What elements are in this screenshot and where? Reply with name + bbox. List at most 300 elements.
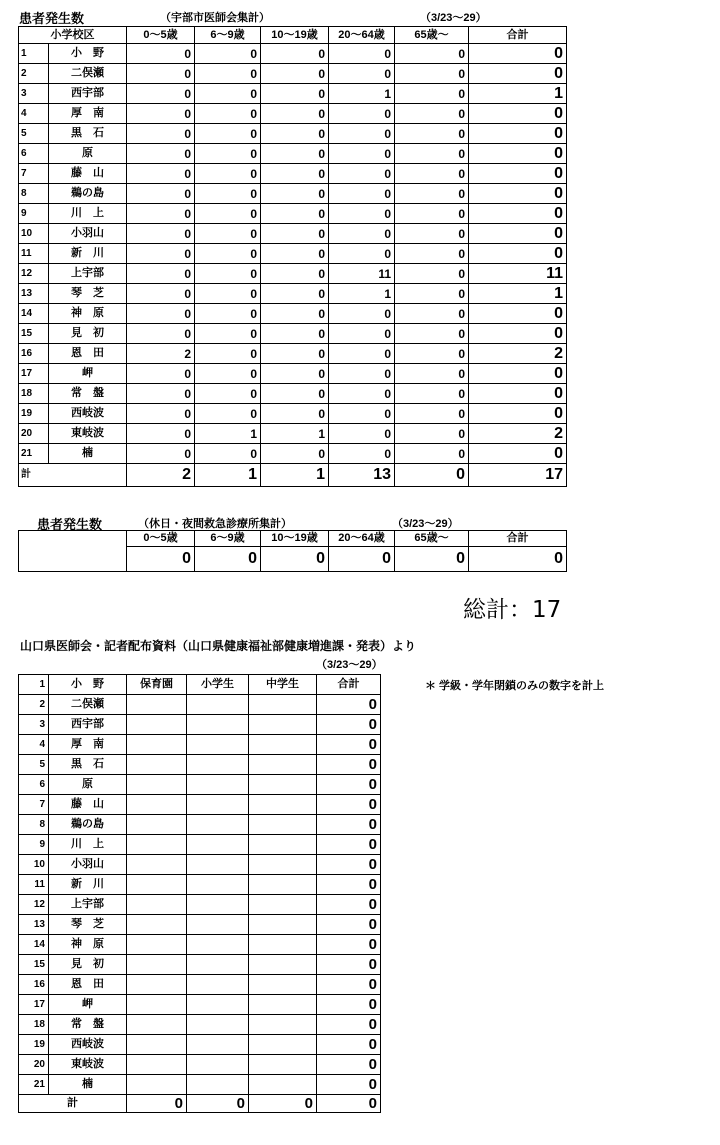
district-name: 西岐波 — [49, 1035, 127, 1055]
district-name: 厚 南 — [49, 104, 127, 124]
total-cell: 0 — [187, 1095, 249, 1113]
total-cell: 0 — [317, 955, 381, 975]
value-cell: 0 — [261, 264, 329, 284]
total-cell: 0 — [317, 875, 381, 895]
district-name: 常 盤 — [49, 384, 127, 404]
district-name: 黒 石 — [49, 755, 127, 775]
district-name: 二俣瀬 — [49, 695, 127, 715]
total-cell: 0 — [317, 1015, 381, 1035]
value-cell: 0 — [261, 404, 329, 424]
row-number: 5 — [19, 124, 49, 144]
value-cell: 0 — [261, 344, 329, 364]
district-name: 恩 田 — [49, 344, 127, 364]
value-cell: 0 — [261, 144, 329, 164]
value-cell — [127, 915, 187, 935]
grand-total: 総計：17 — [463, 597, 562, 623]
column-header: 6～9歳 — [195, 27, 261, 44]
value-cell: 0 — [195, 144, 261, 164]
value-cell: 0 — [329, 124, 395, 144]
district-name: 川 上 — [49, 204, 127, 224]
column-header: 65歳～ — [395, 27, 469, 44]
row-number: 1 — [19, 675, 49, 695]
value-cell: 0 — [261, 64, 329, 84]
column-header: 20～64歳 — [329, 531, 395, 547]
value-cell: 1 — [469, 284, 567, 304]
total-cell: 0 — [317, 715, 381, 735]
value-cell: 0 — [395, 364, 469, 384]
value-cell — [187, 855, 249, 875]
table-row — [19, 775, 381, 795]
district-name: 上宇部 — [49, 264, 127, 284]
value-cell: 0 — [329, 547, 395, 572]
row-number: 4 — [19, 735, 49, 755]
value-cell — [127, 695, 187, 715]
value-cell — [127, 935, 187, 955]
value-cell — [249, 735, 317, 755]
district-name: 琴 芝 — [49, 284, 127, 304]
table-row — [19, 975, 381, 995]
value-cell: 0 — [127, 224, 195, 244]
table-row — [19, 1015, 381, 1035]
value-cell: 0 — [127, 547, 195, 572]
section1-period: （3/23～29） — [420, 12, 487, 24]
value-cell — [187, 1055, 249, 1075]
value-cell — [249, 1055, 317, 1075]
table-row — [19, 324, 567, 344]
value-cell: 0 — [329, 204, 395, 224]
value-cell: 0 — [469, 444, 567, 464]
value-cell — [187, 835, 249, 855]
value-cell: 0 — [395, 424, 469, 444]
column-header: 65歳～ — [395, 531, 469, 547]
table-row — [19, 675, 381, 695]
value-cell: 0 — [195, 264, 261, 284]
value-cell: 0 — [469, 144, 567, 164]
row-number: 7 — [19, 164, 49, 184]
value-cell: 0 — [395, 184, 469, 204]
value-cell: 0 — [127, 444, 195, 464]
district-name: 川 上 — [49, 835, 127, 855]
district-name: 楠 — [49, 444, 127, 464]
district-name: 上宇部 — [49, 895, 127, 915]
table-row — [19, 855, 381, 875]
value-cell: 0 — [127, 204, 195, 224]
district-name: 見 初 — [49, 324, 127, 344]
total-cell: 2 — [127, 464, 195, 487]
value-cell: 0 — [261, 44, 329, 64]
column-header: 10～19歳 — [261, 27, 329, 44]
value-cell — [187, 735, 249, 755]
value-cell: 0 — [261, 164, 329, 184]
value-cell: 0 — [395, 84, 469, 104]
value-cell — [127, 715, 187, 735]
total-label: 計 — [19, 1095, 127, 1113]
value-cell — [127, 1075, 187, 1095]
value-cell: 0 — [195, 224, 261, 244]
column-header: 小学生 — [187, 675, 249, 695]
total-cell: 0 — [317, 735, 381, 755]
column-header: 小学校区 — [19, 27, 127, 44]
value-cell — [249, 995, 317, 1015]
value-cell — [127, 775, 187, 795]
value-cell: 0 — [261, 444, 329, 464]
value-cell — [249, 715, 317, 735]
value-cell — [249, 1075, 317, 1095]
table-row — [19, 384, 567, 404]
total-cell: 0 — [249, 1095, 317, 1113]
total-cell: 0 — [317, 755, 381, 775]
district-name: 西宇部 — [49, 84, 127, 104]
column-header: 6～9歳 — [195, 531, 261, 547]
value-cell — [187, 1075, 249, 1095]
value-cell: 0 — [469, 404, 567, 424]
district-name: 恩 田 — [49, 975, 127, 995]
value-cell: 0 — [329, 444, 395, 464]
row-number: 17 — [19, 995, 49, 1015]
value-cell: 0 — [195, 344, 261, 364]
row-number: 21 — [19, 444, 49, 464]
table-row — [19, 204, 567, 224]
row-number: 2 — [19, 695, 49, 715]
district-name: 岬 — [49, 364, 127, 384]
district-name: 原 — [49, 775, 127, 795]
value-cell: 0 — [395, 124, 469, 144]
row-number: 13 — [19, 915, 49, 935]
district-name: 小 野 — [49, 44, 127, 64]
value-cell — [187, 795, 249, 815]
value-cell — [127, 1035, 187, 1055]
row-number: 8 — [19, 815, 49, 835]
table-row — [19, 735, 381, 755]
total-cell: 0 — [317, 795, 381, 815]
value-cell: 0 — [195, 547, 261, 572]
value-cell: 0 — [395, 144, 469, 164]
value-cell — [249, 1015, 317, 1035]
value-cell — [187, 875, 249, 895]
row-number: 6 — [19, 775, 49, 795]
value-cell: 0 — [261, 547, 329, 572]
value-cell: 0 — [395, 204, 469, 224]
value-cell — [127, 835, 187, 855]
total-cell: 0 — [317, 1035, 381, 1055]
value-cell: 0 — [127, 104, 195, 124]
total-cell: 0 — [317, 815, 381, 835]
table-row — [19, 444, 567, 464]
table-row — [19, 184, 567, 204]
value-cell: 0 — [195, 124, 261, 144]
table-row — [19, 244, 567, 264]
school-closure-table — [18, 674, 381, 1113]
value-cell: 0 — [469, 124, 567, 144]
value-cell: 0 — [195, 44, 261, 64]
column-header: 保育園 — [127, 675, 187, 695]
value-cell: 0 — [395, 384, 469, 404]
total-cell: 0 — [317, 855, 381, 875]
table-row — [19, 304, 567, 324]
total-cell: 0 — [317, 1095, 381, 1113]
district-name: 琴 芝 — [49, 915, 127, 935]
value-cell: 0 — [469, 324, 567, 344]
value-cell: 0 — [261, 244, 329, 264]
value-cell — [127, 875, 187, 895]
row-number: 11 — [19, 244, 49, 264]
value-cell: 0 — [195, 444, 261, 464]
total-cell: 0 — [317, 1055, 381, 1075]
value-cell: 0 — [261, 284, 329, 304]
value-cell: 0 — [329, 104, 395, 124]
table-row — [19, 344, 567, 364]
value-cell — [127, 955, 187, 975]
value-cell: 0 — [395, 547, 469, 572]
value-cell: 0 — [329, 164, 395, 184]
value-cell: 0 — [469, 224, 567, 244]
value-cell: 0 — [329, 224, 395, 244]
value-cell — [187, 955, 249, 975]
value-cell: 0 — [261, 104, 329, 124]
value-cell — [187, 1015, 249, 1035]
table-row — [19, 915, 381, 935]
total-cell: 1 — [261, 464, 329, 487]
value-cell: 0 — [261, 224, 329, 244]
value-cell: 0 — [195, 304, 261, 324]
table-row — [19, 835, 381, 855]
table-row — [19, 64, 567, 84]
value-cell: 0 — [469, 184, 567, 204]
value-cell: 1 — [469, 84, 567, 104]
value-cell: 0 — [195, 204, 261, 224]
value-cell — [249, 815, 317, 835]
row-number: 20 — [19, 424, 49, 444]
value-cell: 1 — [329, 84, 395, 104]
value-cell — [187, 815, 249, 835]
table-row — [19, 935, 381, 955]
district-name: 東岐波 — [49, 1055, 127, 1075]
district-name: 常 盤 — [49, 1015, 127, 1035]
value-cell — [127, 735, 187, 755]
value-cell — [249, 695, 317, 715]
value-cell: 0 — [395, 304, 469, 324]
row-number: 12 — [19, 264, 49, 284]
value-cell: 0 — [127, 264, 195, 284]
row-number: 4 — [19, 104, 49, 124]
value-cell: 0 — [261, 364, 329, 384]
value-cell — [249, 875, 317, 895]
value-cell: 0 — [329, 344, 395, 364]
value-cell: 0 — [395, 104, 469, 124]
value-cell — [127, 755, 187, 775]
value-cell: 0 — [329, 424, 395, 444]
value-cell: 0 — [261, 204, 329, 224]
value-cell: 0 — [127, 424, 195, 444]
district-name: 神 原 — [49, 935, 127, 955]
value-cell: 11 — [469, 264, 567, 284]
total-cell: 13 — [329, 464, 395, 487]
value-cell: 0 — [395, 64, 469, 84]
total-cell: 0 — [317, 995, 381, 1015]
value-cell — [187, 935, 249, 955]
district-name: 藤 山 — [49, 164, 127, 184]
value-cell: 0 — [127, 184, 195, 204]
section2-period: （3/23～29） — [392, 518, 459, 530]
value-cell: 0 — [195, 164, 261, 184]
row-number: 15 — [19, 955, 49, 975]
column-header: 合計 — [317, 675, 381, 695]
value-cell — [127, 855, 187, 875]
table-header-row — [19, 531, 567, 547]
value-cell: 0 — [195, 284, 261, 304]
column-header: 0～5歳 — [127, 531, 195, 547]
column-header: 0～5歳 — [127, 27, 195, 44]
value-cell: 0 — [127, 144, 195, 164]
value-cell: 0 — [127, 324, 195, 344]
table-row — [19, 795, 381, 815]
row-number: 16 — [19, 344, 49, 364]
value-cell — [187, 915, 249, 935]
value-cell — [187, 1035, 249, 1055]
total-cell: 0 — [395, 464, 469, 487]
value-cell: 0 — [395, 244, 469, 264]
district-name: 東岐波 — [49, 424, 127, 444]
value-cell: 0 — [261, 184, 329, 204]
table-row — [19, 104, 567, 124]
value-cell: 0 — [329, 244, 395, 264]
district-name: 藤 山 — [49, 795, 127, 815]
value-cell: 0 — [127, 244, 195, 264]
total-cell: 0 — [317, 1075, 381, 1095]
column-header: 中学生 — [249, 675, 317, 695]
row-number: 18 — [19, 384, 49, 404]
row-number: 6 — [19, 144, 49, 164]
total-cell: 0 — [317, 775, 381, 795]
row-number: 16 — [19, 975, 49, 995]
row-number: 10 — [19, 855, 49, 875]
row-number: 21 — [19, 1075, 49, 1095]
value-cell: 0 — [261, 84, 329, 104]
total-cell: 17 — [469, 464, 567, 487]
section3-title: 山口県医師会・記者配布資料（山口県健康福祉部健康増進課・発表）より — [20, 639, 417, 653]
row-number: 18 — [19, 1015, 49, 1035]
value-cell: 0 — [195, 64, 261, 84]
row-number: 19 — [19, 404, 49, 424]
value-cell: 0 — [261, 124, 329, 144]
section2-source: （休日・夜間救急診療所集計） — [138, 518, 292, 530]
value-cell: 0 — [195, 404, 261, 424]
total-label: 計 — [19, 464, 127, 487]
section3-note: ＊ 学級・学年閉鎖のみの数字を計上 — [425, 680, 605, 692]
value-cell: 0 — [469, 104, 567, 124]
total-cell: 0 — [317, 935, 381, 955]
district-name: 厚 南 — [49, 735, 127, 755]
value-cell: 0 — [329, 404, 395, 424]
school-district-table — [18, 26, 567, 487]
table-row — [19, 1055, 381, 1075]
value-cell: 0 — [329, 184, 395, 204]
table-row — [19, 144, 567, 164]
value-cell: 0 — [395, 344, 469, 364]
value-cell: 0 — [395, 164, 469, 184]
value-cell: 0 — [329, 384, 395, 404]
district-name: 鵜の島 — [49, 815, 127, 835]
row-number: 2 — [19, 64, 49, 84]
value-cell: 0 — [261, 384, 329, 404]
value-cell — [249, 955, 317, 975]
row-number: 9 — [19, 204, 49, 224]
total-cell: 0 — [317, 915, 381, 935]
value-cell — [249, 795, 317, 815]
district-name: 鵜の島 — [49, 184, 127, 204]
row-number: 3 — [19, 84, 49, 104]
value-cell — [127, 995, 187, 1015]
table-row — [19, 224, 567, 244]
row-number: 15 — [19, 324, 49, 344]
table-row — [19, 124, 567, 144]
district-name: 小 野 — [49, 675, 127, 695]
value-cell: 0 — [469, 384, 567, 404]
table-row — [19, 695, 381, 715]
value-cell: 2 — [469, 344, 567, 364]
total-row — [19, 1095, 381, 1113]
table-row — [19, 424, 567, 444]
total-cell: 0 — [317, 835, 381, 855]
value-cell: 0 — [195, 364, 261, 384]
value-cell — [249, 775, 317, 795]
value-cell: 0 — [329, 64, 395, 84]
clinic-table — [18, 530, 567, 572]
value-cell: 1 — [261, 424, 329, 444]
blank-cell — [19, 531, 127, 572]
district-name: 西宇部 — [49, 715, 127, 735]
row-number: 7 — [19, 795, 49, 815]
column-header: 20～64歳 — [329, 27, 395, 44]
section2-title: 患者発生数 — [37, 517, 103, 532]
value-cell — [249, 935, 317, 955]
row-number: 10 — [19, 224, 49, 244]
value-cell: 0 — [127, 304, 195, 324]
table-row — [19, 164, 567, 184]
value-cell: 1 — [195, 424, 261, 444]
row-number: 19 — [19, 1035, 49, 1055]
district-name: 西岐波 — [49, 404, 127, 424]
value-cell: 0 — [469, 204, 567, 224]
value-cell: 0 — [469, 44, 567, 64]
value-cell: 0 — [395, 284, 469, 304]
row-number: 1 — [19, 44, 49, 64]
row-number: 8 — [19, 184, 49, 204]
value-cell: 0 — [395, 264, 469, 284]
value-cell: 0 — [195, 84, 261, 104]
row-number: 14 — [19, 935, 49, 955]
table-row — [19, 895, 381, 915]
value-cell — [127, 815, 187, 835]
district-name: 小羽山 — [49, 855, 127, 875]
row-number: 5 — [19, 755, 49, 775]
value-cell — [127, 1015, 187, 1035]
value-cell: 0 — [395, 444, 469, 464]
row-number: 20 — [19, 1055, 49, 1075]
column-header: 合計 — [469, 531, 567, 547]
value-cell: 0 — [469, 244, 567, 264]
value-cell: 0 — [127, 384, 195, 404]
value-cell: 0 — [469, 64, 567, 84]
section3-period: （3/23～29） — [316, 659, 383, 671]
value-cell — [249, 755, 317, 775]
value-cell: 0 — [329, 364, 395, 384]
value-cell — [187, 695, 249, 715]
value-cell — [249, 855, 317, 875]
district-name: 黒 石 — [49, 124, 127, 144]
value-cell: 0 — [127, 284, 195, 304]
value-cell — [249, 895, 317, 915]
